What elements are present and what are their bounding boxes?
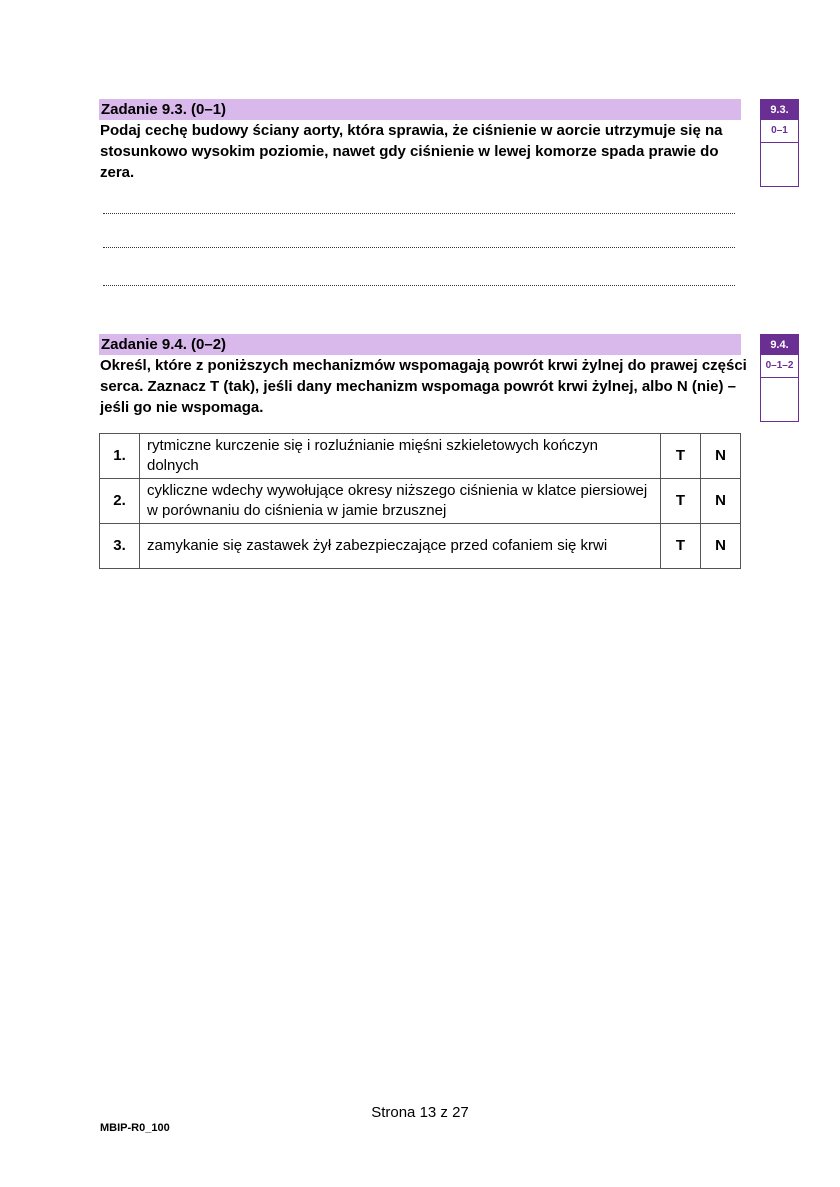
score-box-9-4	[760, 334, 799, 422]
row-statement: rytmiczne kurczenie się i rozluźnianie mięśni szkieletowych kończyn dolnych	[140, 434, 661, 479]
score-box-number: 9.3.	[761, 100, 798, 120]
score-box-range: 0–1–2	[761, 355, 798, 378]
task-9-3-header: Zadanie 9.3. (0–1)	[99, 99, 741, 120]
row-number: 1.	[100, 434, 140, 479]
option-false[interactable]: N	[701, 524, 741, 569]
row-number: 3.	[100, 524, 140, 569]
row-number: 2.	[100, 479, 140, 524]
table-row	[100, 524, 741, 569]
task-9-4-question: Określ, które z poniższych mechanizmów wspomagają powrót krwi żylnej do prawej części serca. Zaznacz T (tak), jeśli dany mechanizm wspomaga powrót krwi żylnej, albo N (nie) – jeśli go nie wspomaga.	[100, 357, 747, 416]
table-row	[100, 434, 741, 479]
table-row	[100, 479, 741, 524]
row-statement: cykliczne wdechy wywołujące okresy niższego ciśnienia w klatce piersiowej w porównaniu do ciśnienia w jamie brzusznej	[140, 479, 661, 524]
page-number: Strona 13 z 27	[371, 1104, 469, 1121]
option-false[interactable]: N	[701, 479, 741, 524]
answer-line-3[interactable]	[103, 284, 735, 286]
option-false[interactable]: N	[701, 434, 741, 479]
row-statement: zamykanie się zastawek żył zabezpieczające przed cofaniem się krwi	[140, 524, 661, 569]
score-box-field[interactable]	[761, 143, 798, 186]
answer-line-2[interactable]	[103, 246, 735, 248]
score-box-field[interactable]	[761, 378, 798, 421]
option-true[interactable]: T	[661, 479, 701, 524]
score-box-range: 0–1	[761, 120, 798, 143]
task-9-3-question: Podaj cechę budowy ściany aorty, która sprawia, że ciśnienie w aorcie utrzymuje się na stosunkowo wysokim poziomie, nawet gdy ciśnienie w lewej komorze spada prawie do zera.	[100, 122, 723, 181]
document-code: MBIP-R0_100	[100, 1122, 170, 1134]
score-box-9-3	[760, 99, 799, 187]
answer-line-1[interactable]	[103, 212, 735, 214]
task-9-4-header: Zadanie 9.4. (0–2)	[99, 334, 741, 355]
option-true[interactable]: T	[661, 524, 701, 569]
score-box-number: 9.4.	[761, 335, 798, 355]
true-false-table	[99, 433, 741, 569]
option-true[interactable]: T	[661, 434, 701, 479]
